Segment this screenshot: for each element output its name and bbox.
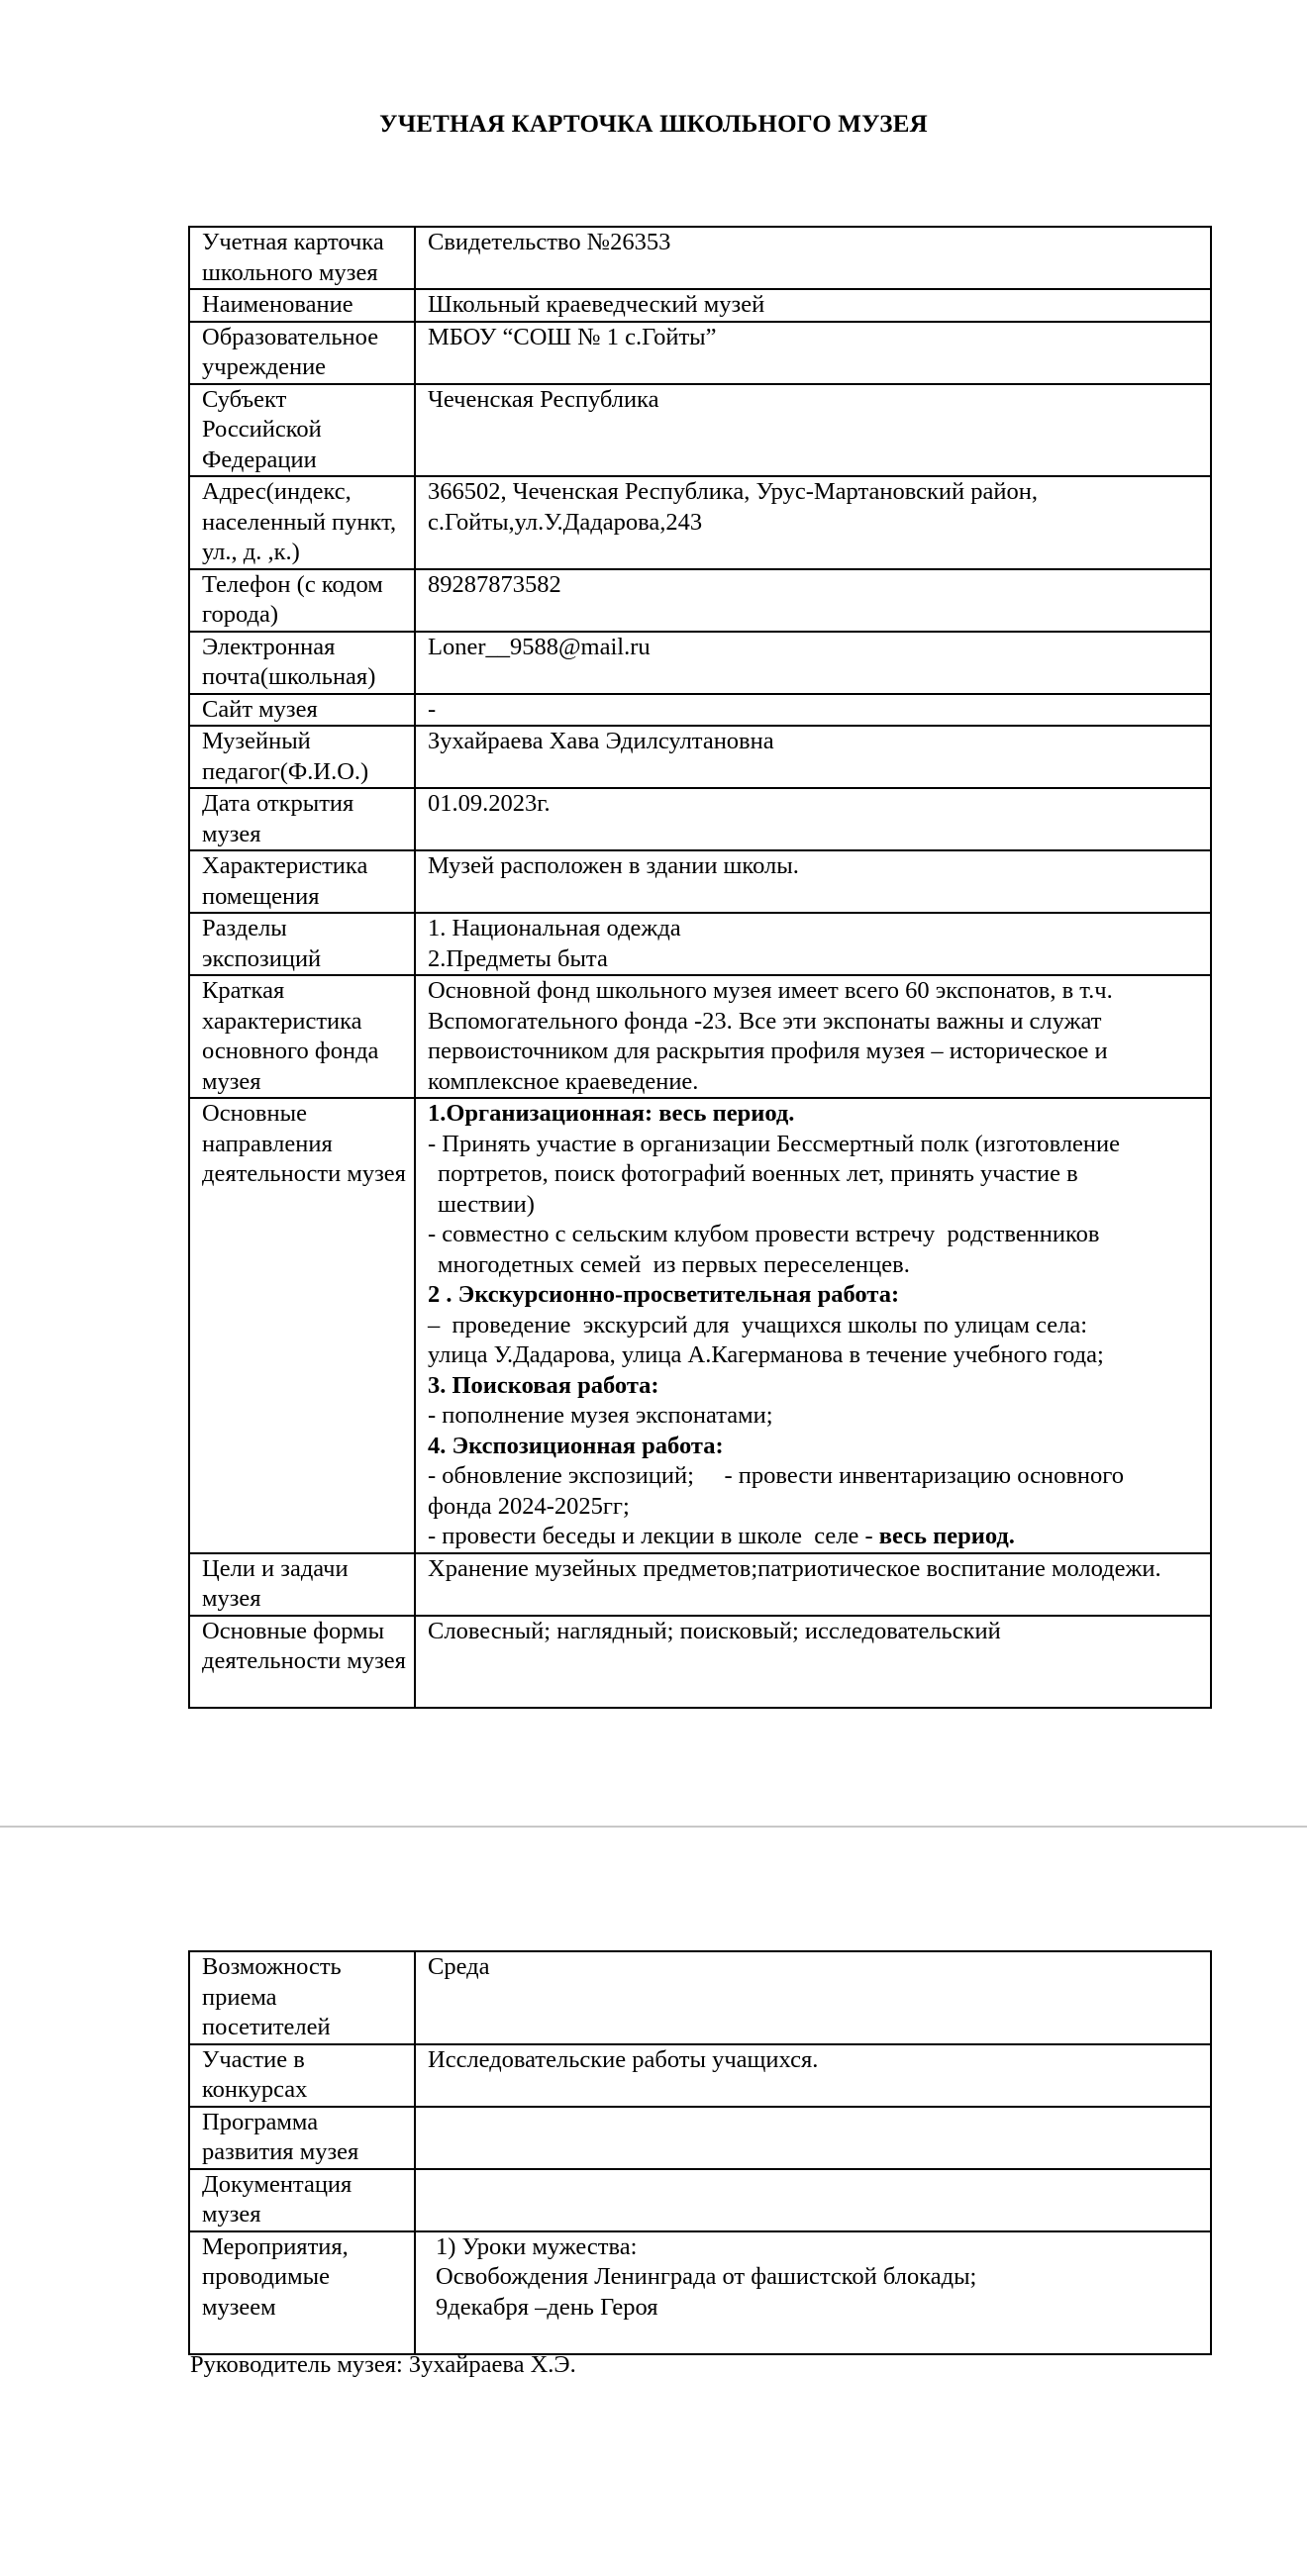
value-line: 1) Уроки мужества:: [436, 2232, 638, 2260]
value-line: 9декабря –день Героя: [436, 2293, 658, 2321]
row-value: Зухайраева Хава Эдилсултановна: [415, 726, 1211, 788]
row-value: 01.09.2023г.: [415, 788, 1211, 850]
row-label: Учетная карточка школьного музея: [189, 227, 415, 289]
table-row: [189, 289, 1211, 322]
row-value: Свидетельство №26353: [415, 227, 1211, 289]
row-label: Сайт музея: [189, 694, 415, 727]
direction-line: - обновление экспозиций; - провести инвентаризацию основного: [428, 1462, 1124, 1489]
table-row: [189, 1616, 1211, 1708]
row-value: МБОУ “СОШ № 1 с.Гойты”: [415, 322, 1211, 384]
page-separator: [0, 1826, 1307, 1828]
value-line: 2.Предметы быта: [428, 944, 608, 972]
table-row: [189, 694, 1211, 727]
row-label: Мероприятия, проводимые музеем: [189, 2231, 415, 2354]
table-row: [189, 322, 1211, 384]
table-row: [189, 2169, 1211, 2231]
row-label: Музейный педагог(Ф.И.О.): [189, 726, 415, 788]
table-row: [189, 850, 1211, 913]
table-row: [189, 384, 1211, 477]
table-row: [189, 2231, 1211, 2354]
row-label: Краткая характеристика основного фонда музея: [189, 975, 415, 1098]
direction-line: - пополнение музея экспонатами;: [428, 1402, 773, 1429]
row-value: Музей расположен в здании школы.: [415, 850, 1211, 913]
museum-card-table: [188, 226, 1212, 1709]
table-row: [189, 227, 1211, 289]
row-label: Основные направления деятельности музея: [189, 1098, 415, 1553]
row-label: Электронная почта(школьная): [189, 632, 415, 694]
row-label: Разделы экспозиций: [189, 913, 415, 975]
direction-heading: 2 . Экскурсионно-просветительная работа:: [428, 1281, 900, 1308]
row-value: Loner__9588@mail.ru: [415, 632, 1211, 694]
table-row: [189, 788, 1211, 850]
row-value: [415, 2107, 1211, 2169]
footer-signature: Руководитель музея: Зухайраева Х.Э.: [190, 2351, 576, 2378]
row-label: Наименование: [189, 289, 415, 322]
direction-heading: 3. Поисковая работа:: [428, 1371, 659, 1399]
table-row: [189, 632, 1211, 694]
row-label: Основные формы деятельности музея: [189, 1616, 415, 1708]
direction-line: шествии): [438, 1190, 535, 1218]
row-label: Характеристика помещения: [189, 850, 415, 913]
row-label: Участие в конкурсах: [189, 2044, 415, 2107]
direction-line: улица У.Дадарова, улица А.Кагерманова в течение учебного года;: [428, 1341, 1104, 1368]
direction-text: - провести беседы и лекции в школе селе -: [428, 1523, 879, 1549]
row-value: Основной фонд школьного музея имеет всего 60 экспонатов, в т.ч. Вспомогательного фонда -23. Все эти экспонаты важны и служат первоисточником для раскрытия профиля музея – историческое и комплексное краеведение.: [415, 975, 1211, 1098]
row-value: [415, 913, 1211, 975]
direction-heading: 4. Экспозиционная работа:: [428, 1432, 724, 1459]
table-row: [189, 476, 1211, 569]
row-label: Дата открытия музея: [189, 788, 415, 850]
direction-line: портретов, поиск фотографий военных лет, принять участие в: [438, 1160, 1078, 1187]
direction-emphasis: весь период.: [878, 1523, 1015, 1549]
row-value: [415, 2169, 1211, 2231]
row-label: Цели и задачи музея: [189, 1553, 415, 1616]
row-value: 89287873582: [415, 569, 1211, 632]
row-value: Школьный краеведческий музей: [415, 289, 1211, 322]
row-label: Возможность приема посетителей: [189, 1951, 415, 2044]
document-title: УЧЕТНАЯ КАРТОЧКА ШКОЛЬНОГО МУЗЕЯ: [379, 111, 928, 138]
table-row: [189, 569, 1211, 632]
value-line: 1. Национальная одежда: [428, 915, 681, 941]
direction-line: – проведение экскурсий для учащихся школы по улицам села:: [428, 1311, 1088, 1338]
directions-cell: [415, 1098, 1211, 1553]
row-label: Образовательное учреждение: [189, 322, 415, 384]
direction-line: [428, 1522, 1202, 1552]
value-line: Освобождения Ленинграда от фашистской блокады;: [436, 2263, 977, 2290]
table-row: [189, 1951, 1211, 2044]
row-label: Документация музея: [189, 2169, 415, 2231]
table-row: [189, 1553, 1211, 1616]
row-value: [415, 2231, 1211, 2354]
row-value: Чеченская Республика: [415, 384, 1211, 477]
row-label: Адрес(индекс, населенный пункт, ул., д. ,к.): [189, 476, 415, 569]
table-row: [189, 726, 1211, 788]
row-label: Субъект Российской Федерации: [189, 384, 415, 477]
table-row: [189, 2107, 1211, 2169]
direction-line: фонда 2024-2025гг;: [428, 1492, 630, 1520]
row-value: Исследовательские работы учащихся.: [415, 2044, 1211, 2107]
direction-line: - Принять участие в организации Бессмертный полк (изготовление: [428, 1130, 1121, 1157]
row-value: Среда: [415, 1951, 1211, 2044]
direction-line: многодетных семей из первых переселенцев.: [438, 1250, 910, 1278]
direction-line: - совместно с сельским клубом провести встречу родственников: [428, 1221, 1100, 1247]
row-value: Словесный; наглядный; поисковый; исследовательский: [415, 1616, 1211, 1708]
direction-heading: 1.Организационная: весь период.: [428, 1100, 795, 1127]
row-label: Программа развития музея: [189, 2107, 415, 2169]
museum-card-table-continued: [188, 1950, 1212, 2355]
row-value: -: [415, 694, 1211, 727]
row-value: 366502, Чеченская Республика, Урус-Мартановский район, с.Гойты,ул.У.Дадарова,243: [415, 476, 1211, 569]
row-value: Хранение музейных предметов;патриотическое воспитание молодежи.: [415, 1553, 1211, 1616]
table-row: [189, 2044, 1211, 2107]
table-row: [189, 1098, 1211, 1553]
table-row: [189, 975, 1211, 1098]
row-label: Телефон (с кодом города): [189, 569, 415, 632]
table-row: [189, 913, 1211, 975]
